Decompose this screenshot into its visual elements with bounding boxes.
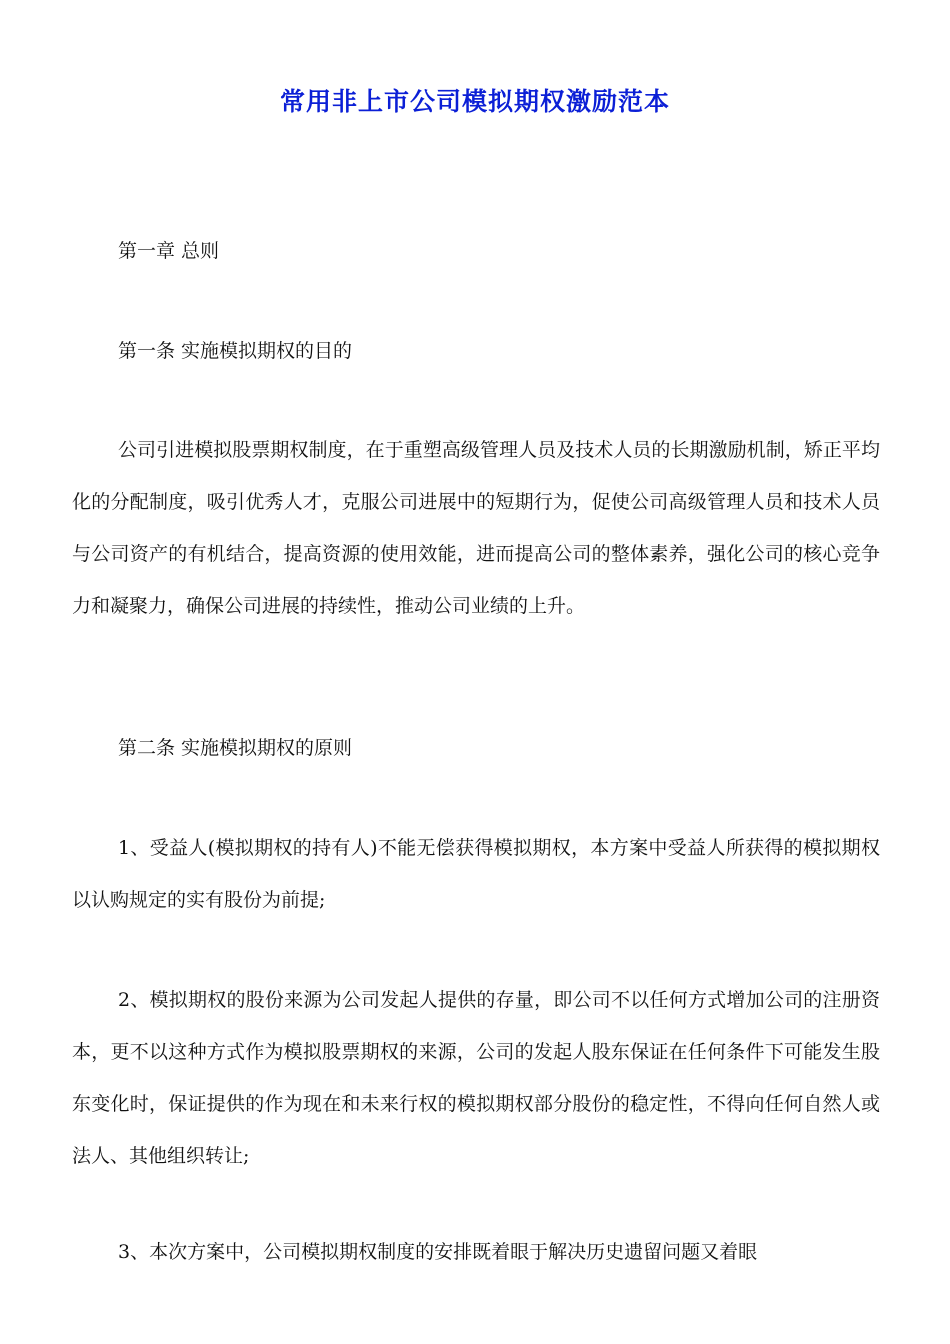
article-1-heading: 第一条 实施模拟期权的目的 xyxy=(118,340,353,362)
article-1-body: 公司引进模拟股票期权制度，在于重塑高级管理人员及技术人员的长期激励机制，矫正平均化的分配制度，吸引优秀人才，克服公司进展中的短期行为，促使公司高级管理人员和技术人员与公司资产的有机结合，提高资源的使用效能，进而提高公司的整体素养，强化公司的核心竞争力和凝聚力，确保公司进展的持续性，推动公司业绩的上升。 xyxy=(72,439,880,617)
article-2-heading: 第二条 实施模拟期权的原则 xyxy=(118,737,353,759)
chapter-heading: 第一章 总则 xyxy=(118,240,220,262)
principle-2-paragraph: 2、模拟期权的股份来源为公司发起人提供的存量，即公司不以任何方式增加公司的注册资本，更不以这种方式作为模拟股票期权的来源，公司的发起人股东保证在任何条件下可能发生股东变化时，保证提供的作为现在和未来行权的模拟期权部分股份的稳定性，不得向任何自然人或法人、其他组织转让; xyxy=(72,989,880,1167)
document-title: 常用非上市公司模拟期权激励范本 xyxy=(279,87,670,116)
principle-1-paragraph: 1、受益人(模拟期权的持有人)不能无偿获得模拟期权，本方案中受益人所获得的模拟期权以认购规定的实有股份为前提; xyxy=(72,837,880,911)
principle-3-paragraph: 3、本次方案中，公司模拟期权制度的安排既着眼于解决历史遗留问题又着眼 xyxy=(118,1241,758,1263)
